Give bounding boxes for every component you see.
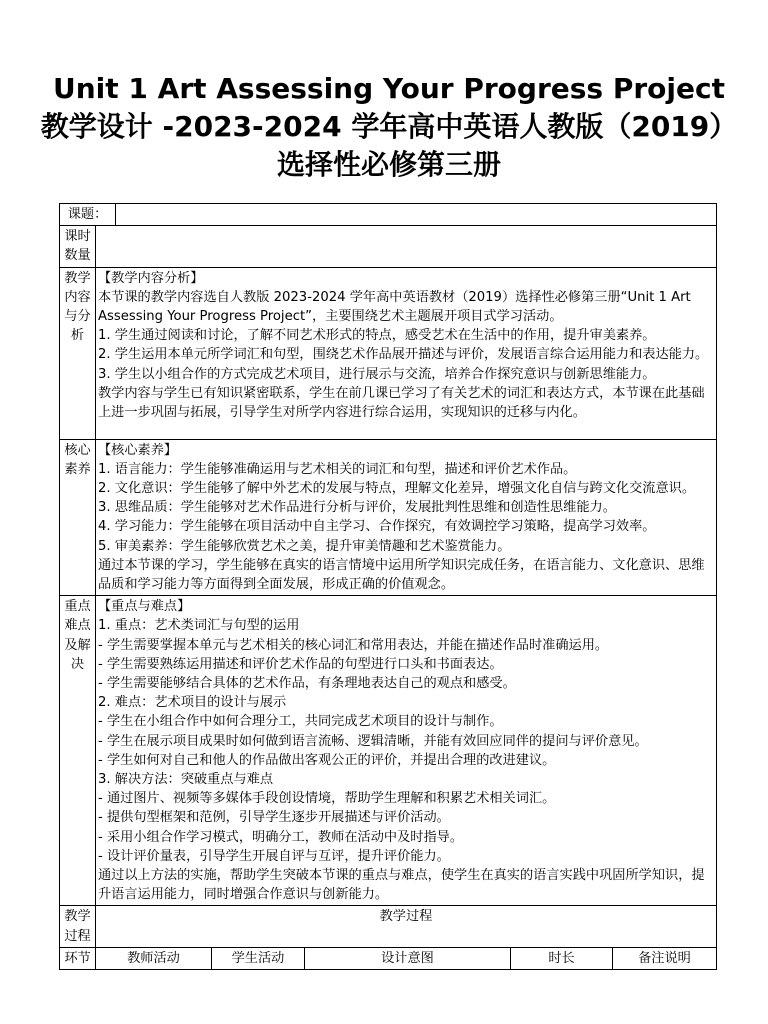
key-points-line: - 通过图片、视频等多媒体手段创设情境，帮助学生理解和积累艺术相关词汇。 <box>98 791 556 807</box>
goals-text <box>96 439 717 596</box>
key-points-line: 3. 解决方法：突破重点与难点 <box>98 772 274 788</box>
footer-cell-5: 时长 <box>511 947 613 969</box>
footer-cell-3: 学生活动 <box>212 947 305 969</box>
lesson-title-value <box>116 204 717 226</box>
content-line: 【教学内容分析】 <box>98 270 204 286</box>
content-label: 教学内容与分析 <box>60 267 96 439</box>
subject-label: 课时数量 <box>60 226 96 267</box>
goals-line: 【核心素养】 <box>98 442 178 458</box>
content-text <box>96 267 717 439</box>
key-points-line: - 学生需要能够结合具体的艺术作品，有条理地表达自己的观点和感受。 <box>98 676 516 692</box>
goals-line: 通过本节课的学习，学生能够在真实的语言情境中运用所学知识完成任务，在语言能力、文化意识、思维品质和学习能力等方面得到全面发展，形成正确的价值观念。 <box>98 557 705 593</box>
content-row <box>60 267 717 439</box>
footer-cell-1: 环节 <box>60 947 96 969</box>
key-points-line: - 设计评价量表，引导学生开展自评与互评，提升评价能力。 <box>98 848 450 864</box>
content-line: 教学内容与学生已有知识紧密联系，学生在前几课已学习了有关艺术的词汇和表达方式，本节课在此基础上进一步巩固与拓展，引导学生对所学内容进行综合运用，实现知识的迁移与内化。 <box>98 385 705 421</box>
goals-line: 4. 学习能力：学生能够在项目活动中自主学习、合作探究，有效调控学习策略，提高学习效率。 <box>98 519 656 535</box>
process-row <box>60 906 717 947</box>
lesson-plan-table <box>59 203 717 970</box>
key-points-line: 2. 难点：艺术项目的设计与展示 <box>98 695 287 711</box>
goals-line: 5. 审美素养：学生能够欣赏艺术之美，提升审美情趣和艺术鉴赏能力。 <box>98 538 511 554</box>
key-points-line: - 学生在展示项目成果时如何做到语言流畅、逻辑清晰，并能有效回应同伴的提问与评价意见。 <box>98 733 648 749</box>
key-points-label: 重点难点及解决 <box>60 596 96 906</box>
footer-cell-2: 教师活动 <box>96 947 212 969</box>
key-points-line: 【重点与难点】 <box>98 599 191 615</box>
key-points-line: - 采用小组合作学习模式，明确分工，教师在活动中及时指导。 <box>98 829 464 845</box>
document-title: Unit 1 Art Assessing Your Progress Project 教学设计 -2023-2024 学年高中英语人教版（2019）选择性必修第三册 <box>40 72 738 181</box>
subject-content <box>96 226 717 267</box>
content-line: 1. 学生通过阅读和讨论，了解不同艺术形式的特点，感受艺术在生活中的作用，提升审美素养。 <box>98 328 656 344</box>
process-label: 教学过程 <box>60 906 96 947</box>
key-points-text <box>96 596 717 906</box>
key-points-line: - 提供句型框架和范例，引导学生逐步开展描述与评价活动。 <box>98 810 450 826</box>
goals-row <box>60 439 717 596</box>
process-content: 教学过程 <box>96 906 717 947</box>
key-points-line: - 学生需要熟练运用描述和评价艺术作品的句型进行口头和书面表达。 <box>98 656 503 672</box>
footer-cell-4: 设计意图 <box>305 947 511 969</box>
goals-line: 1. 语言能力：学生能够准确运用与艺术相关的词汇和句型，描述和评价艺术作品。 <box>98 461 577 477</box>
key-points-row <box>60 596 717 906</box>
content-line: 3. 学生以小组合作的方式完成艺术项目，进行展示与交流，培养合作探究意识与创新思维能力。 <box>98 366 656 382</box>
key-points-line: - 学生需要掌握本单元与艺术相关的核心词汇和常用表达，并能在描述作品时准确运用。 <box>98 637 609 653</box>
key-points-line: - 学生在小组合作中如何合理分工，共同完成艺术项目的设计与制作。 <box>98 714 503 730</box>
goals-label: 核心素养 <box>60 439 96 596</box>
footer-row <box>60 947 717 969</box>
lesson-title-label: 课题： <box>60 204 116 226</box>
key-points-line: 通过以上方法的实施，帮助学生突破本节课的重点与难点，使学生在真实的语言实践中巩固所学知识，提升语言运用能力，同时增强合作意识与创新能力。 <box>98 868 705 903</box>
content-line: 2. 学生运用本单元所学词汇和句型，围绕艺术作品展开描述与评价，发展语言综合运用能力和表达能力。 <box>98 347 709 363</box>
goals-line: 2. 文化意识：学生能够了解中外艺术的发展与特点，理解文化差异，增强文化自信与跨文化交流意识。 <box>98 481 696 497</box>
key-points-line: - 学生如何对自己和他人的作品做出客观公正的评价，并提出合理的改进建议。 <box>98 752 556 768</box>
content-line: 本节课的教学内容选自人教版 2023-2024 学年高中英语教材（2019）选择性必修第三册“Unit 1 Art Assessing Your Progress Project”，主要围绕艺术主题展开项目式学习活动。 <box>98 289 691 325</box>
subject-row <box>60 226 717 267</box>
header-row <box>60 204 717 226</box>
footer-cell-6: 备注说明 <box>613 947 717 969</box>
key-points-line: 1. 重点：艺术类词汇与句型的运用 <box>98 618 300 634</box>
goals-line: 3. 思维品质：学生能够对艺术作品进行分析与评价，发展批判性思维和创造性思维能力。 <box>98 500 616 516</box>
